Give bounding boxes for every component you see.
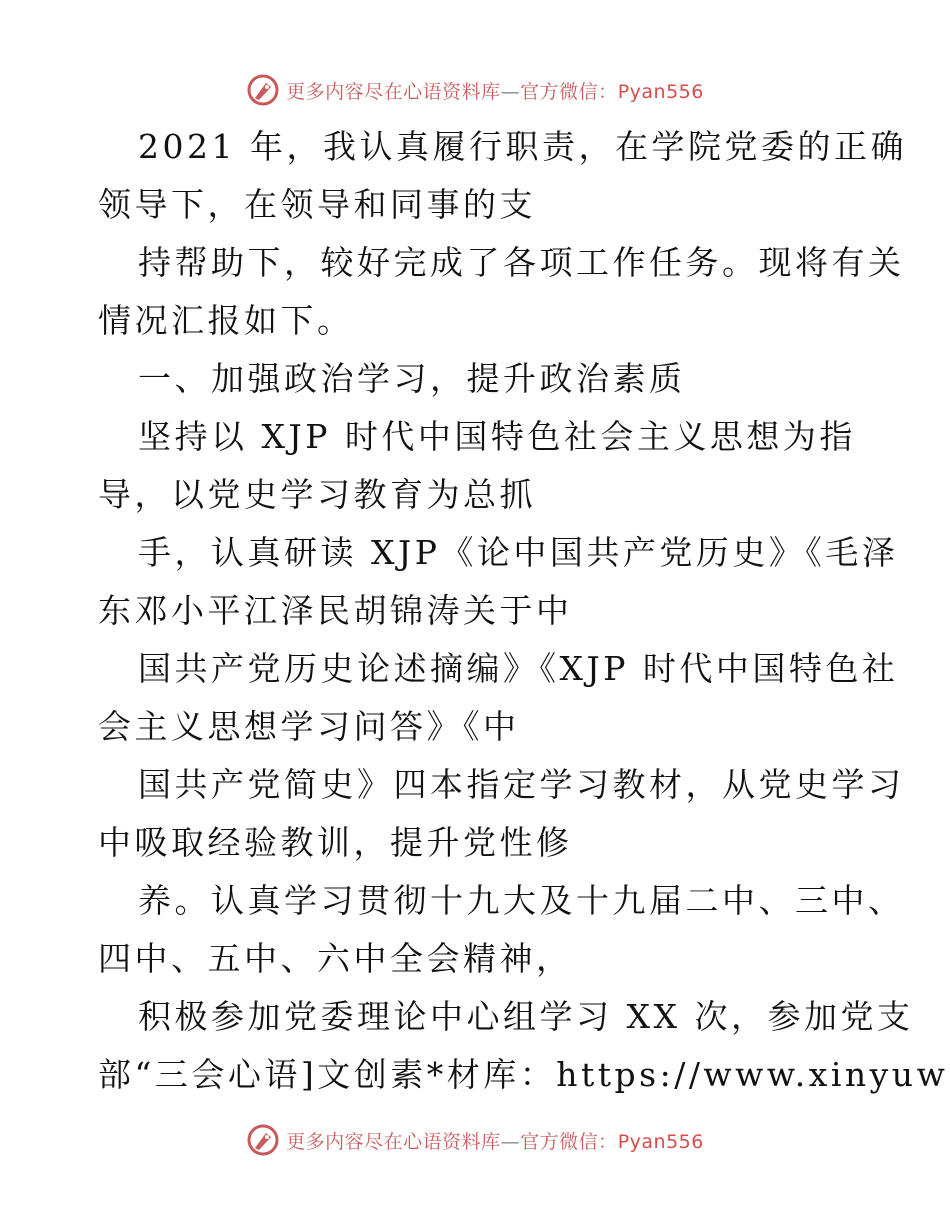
- pen-nib-logo-icon: [246, 1123, 280, 1157]
- section-heading: 一、加强政治学习，提升政治素质: [138, 359, 686, 398]
- text-line: 积极参加党委理论中心组学习 XX 次，参加党支: [138, 997, 914, 1036]
- pen-nib-logo-icon: [246, 73, 280, 107]
- text-line: 2021 年，我认真履行职责，在学院党委的正确: [138, 127, 907, 166]
- text-line: 会主义思想学习问答》《中: [98, 707, 520, 746]
- text-line: 情况汇报如下。: [98, 301, 354, 340]
- text-line: 国共产党历史论述摘编》《XJP 时代中国特色社: [138, 649, 899, 688]
- document-body: [98, 118, 949, 1104]
- text-line: 持帮助下，较好完成了各项工作任务。现将有关: [138, 243, 905, 282]
- text-line: 导，以党史学习教育为总抓: [98, 475, 536, 514]
- text-line: 四中、五中、六中全会精神，: [98, 939, 573, 978]
- text-line: 部“三会心语]文创素*材库：https://www.xinyuw: [98, 1055, 949, 1094]
- text-line: 国共产党简史》四本指定学习教材，从党史学习: [138, 765, 905, 804]
- footer-watermark: [0, 1120, 950, 1160]
- watermark-text: 更多内容尽在心语资料库—官方微信：Pyan556: [286, 80, 704, 103]
- text-line: 东邓小平江泽民胡锦涛关于中: [98, 591, 573, 630]
- header-watermark: [0, 70, 950, 110]
- text-line: 中吸取经验教训，提升党性修: [98, 823, 573, 862]
- watermark-text: 更多内容尽在心语资料库—官方微信：Pyan556: [286, 1130, 704, 1153]
- text-line: 养。认真学习贯彻十九大及十九届二中、三中、: [138, 881, 905, 920]
- text-line: 坚持以 XJP 时代中国特色社会主义思想为指: [138, 417, 856, 456]
- text-line: 手，认真研读 XJP《论中国共产党历史》《毛泽: [138, 533, 899, 572]
- text-line: 领导下，在领导和同事的支: [98, 185, 536, 224]
